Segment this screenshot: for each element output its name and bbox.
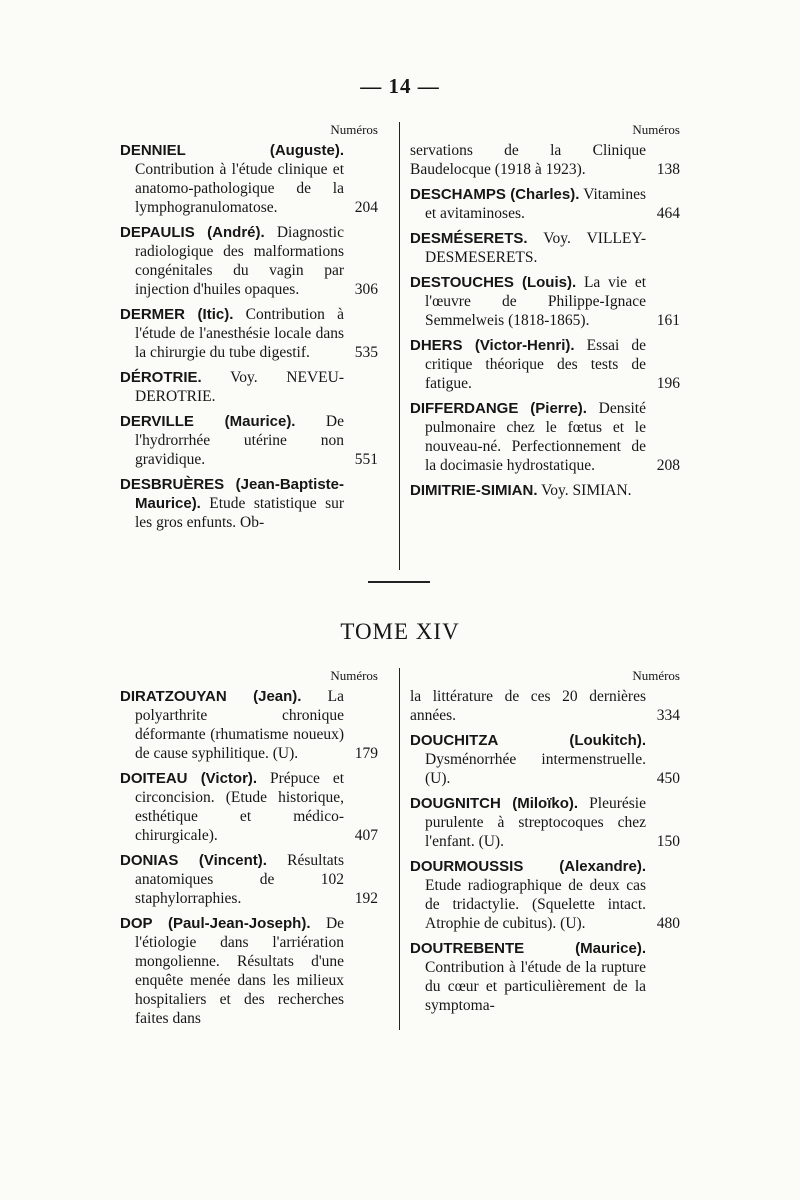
thesis-title: Contribution à l'étude de l'anesthésie locale dans la chirurgie du tube digestif. xyxy=(135,306,345,361)
entry-number: 306 xyxy=(354,281,378,298)
index-entry xyxy=(120,687,378,763)
index-entry xyxy=(120,305,378,362)
thesis-title: Voy. VILLEY-DESMESERETS. xyxy=(425,230,646,266)
author-name: DERMER (Itic). xyxy=(120,306,234,323)
entry-number: 150 xyxy=(656,833,680,850)
index-entry xyxy=(410,229,680,267)
section1-left-column xyxy=(120,122,378,538)
entry-number: 334 xyxy=(656,707,680,724)
thesis-title: Contribution à l'étude clinique et anatomo-pathologique de la lymphogranulomatose. xyxy=(135,161,344,216)
index-entry xyxy=(410,399,680,475)
index-entry xyxy=(120,368,378,406)
entry-number: 204 xyxy=(354,199,378,216)
author-name: DHERS (Victor-Henri). xyxy=(410,337,575,354)
author-name: DOURMOUSSIS (Alexandre). xyxy=(410,858,646,875)
index-entry xyxy=(120,769,378,845)
index-entry xyxy=(120,141,378,217)
numeros-header: Numéros xyxy=(330,668,378,683)
thesis-title: Pleurésie purulente à streptocoques chez l'enfant. (U). xyxy=(425,795,646,850)
index-entry xyxy=(120,914,378,1028)
author-name: DOP (Paul-Jean-Joseph). xyxy=(120,915,311,932)
thesis-title: Résultats anatomiques de 102 staphylorraphies. xyxy=(135,852,344,907)
continuation-entry: servations de la Clinique Baudelocque (1918 à 1923). 138 xyxy=(410,142,680,178)
index-entry xyxy=(120,851,378,908)
thesis-title: Densité pulmonaire chez le fœtus et le nouveau-né. Perfectionnement de la docimasie hydrostatique. xyxy=(425,400,646,474)
index-entry xyxy=(410,857,680,933)
author-name: DEPAULIS (André). xyxy=(120,224,265,241)
entry-number: 192 xyxy=(354,890,378,907)
author-name: DERVILLE (Maurice). xyxy=(120,413,296,430)
section2-right-column xyxy=(410,668,680,1021)
author-name: DOUGNITCH (Miloïko). xyxy=(410,795,579,812)
entry-number: 208 xyxy=(656,457,680,474)
index-entry xyxy=(410,731,680,788)
entry-number: 196 xyxy=(656,375,680,392)
entry-number: 161 xyxy=(656,312,680,329)
tome-title: TOME XIV xyxy=(340,619,460,644)
author-name: DONIAS (Vincent). xyxy=(120,852,267,869)
index-entry xyxy=(120,475,378,532)
entry-number: 179 xyxy=(354,745,378,762)
thesis-title: La polyarthrite chronique déformante (rhumatisme noueux) de cause syphilitique. (U). xyxy=(135,688,345,762)
thesis-title: Prépuce et circoncision. (Etude historique, esthétique et médico-chirurgicale). xyxy=(135,770,345,844)
author-name: DIMITRIE-SIMIAN. xyxy=(410,482,538,499)
author-name: DESTOUCHES (Louis). xyxy=(410,274,577,291)
continuation-entry: la littérature de ces 20 dernières années. 334 xyxy=(410,688,680,724)
index-entry xyxy=(410,939,680,1015)
numeros-header: Numéros xyxy=(632,122,680,137)
section2-left-column xyxy=(120,668,378,1034)
entry-number: 464 xyxy=(656,205,680,222)
index-entry xyxy=(410,336,680,393)
thesis-title: Etude radiographique de deux cas de tridactylie. (Squelette intact. Atrophie de cubitus). (U). xyxy=(425,877,646,932)
entry-number: 535 xyxy=(354,344,378,361)
author-name: DÉROTRIE. xyxy=(120,369,202,386)
index-entry xyxy=(410,185,680,223)
thesis-title: Contribution à l'étude de la rupture du cœur et particulièrement de la symptoma- xyxy=(425,959,646,1014)
numeros-header: Numéros xyxy=(632,668,680,683)
thesis-title: Diagnostic radiologique des malformations congénitales du vagin par injection d'huiles opaques. xyxy=(135,224,344,298)
thesis-title: Voy. SIMIAN. xyxy=(541,482,632,499)
author-name: DESBRUÈRES (Jean-Baptiste-Maurice). xyxy=(120,476,344,512)
author-name: DENNIEL (Auguste). xyxy=(120,142,344,159)
column-divider xyxy=(399,668,400,1030)
index-entry xyxy=(120,412,378,469)
thesis-title: Etude statistique sur les gros enfunts. Ob- xyxy=(135,495,345,531)
author-name: DIRATZOUYAN (Jean). xyxy=(120,688,302,705)
author-name: DIFFERDANGE (Pierre). xyxy=(410,400,587,417)
thesis-title: La vie et l'œuvre de Philippe-Ignace Semmelweis (1818-1865). xyxy=(425,274,647,329)
author-name: DESCHAMPS (Charles). xyxy=(410,186,580,203)
section1-right-column xyxy=(410,122,680,506)
page-number: — 14 — xyxy=(360,74,440,98)
thesis-title: De l'étiologie dans l'arriération mongolienne. Résultats d'une enquête menée dans les milieux hospitaliers et des recherches faites dans xyxy=(135,915,345,1027)
author-name: DESMÉSERETS. xyxy=(410,230,528,247)
column-divider xyxy=(399,122,400,570)
index-entry xyxy=(410,273,680,330)
index-entry xyxy=(410,481,680,500)
entry-number: 407 xyxy=(354,827,378,844)
thesis-title: Essai de critique théorique des tests de fatigue. xyxy=(425,337,646,392)
author-name: DOUCHITZA (Loukitch). xyxy=(410,732,646,749)
thesis-title: Vitamines et avitaminoses. xyxy=(425,186,646,222)
author-name: DOUTREBENTE (Maurice). xyxy=(410,940,646,957)
author-name: DOITEAU (Victor). xyxy=(120,770,258,787)
thesis-title: Voy. NEVEU-DEROTRIE. xyxy=(135,369,344,405)
index-entry xyxy=(120,223,378,299)
entry-number: 551 xyxy=(354,451,378,468)
numeros-header: Numéros xyxy=(330,122,378,137)
entry-number: 138 xyxy=(656,161,680,178)
entry-number: 480 xyxy=(656,915,680,932)
section-separator xyxy=(368,581,430,583)
entry-number: 450 xyxy=(656,770,680,787)
thesis-title: De l'hydrorrhée utérine non gravidique. xyxy=(135,413,344,468)
thesis-title: Dysménorrhée intermenstruelle. (U). xyxy=(425,751,646,787)
index-entry xyxy=(410,794,680,851)
